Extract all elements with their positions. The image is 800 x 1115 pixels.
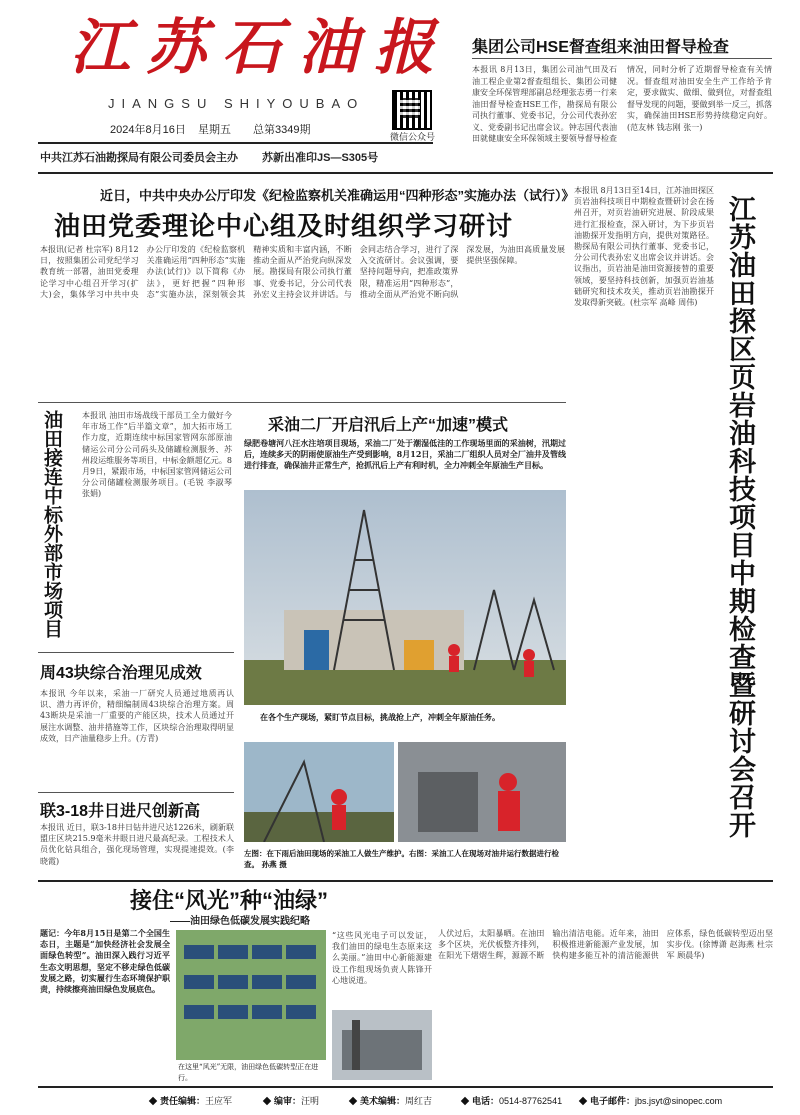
industrial-photo (332, 1010, 432, 1080)
market-headline[interactable]: 油田接连中标外部市场项目 (41, 410, 62, 638)
oil-field-photo (244, 490, 566, 705)
footer-email-label: 电子邮件： (590, 1096, 636, 1106)
masthead-title: 江苏石油报 (70, 13, 450, 83)
bottom-section-rule (38, 880, 773, 882)
footer-art (350, 1094, 432, 1107)
lead-headline[interactable]: 油田党委理论中心组及时组织学习研讨 (54, 211, 514, 241)
top-section-rule (38, 172, 773, 174)
green-subheadline: ——油田绿色低碳发展实践纪略 (170, 916, 310, 927)
lead-rule (38, 402, 566, 403)
solar-photo (176, 930, 326, 1060)
innovation-headline[interactable]: 联3-18井日进尺创新高 (40, 803, 201, 820)
solar-photo-caption: 在这里“风光”无限，油田绿色低碳转型正在进行。 (178, 1063, 319, 1082)
footer-editor-name: 王应军 (205, 1096, 233, 1106)
footer-copy-label: 编审： (274, 1096, 302, 1106)
well-rule (38, 652, 234, 653)
oil-plant-headline[interactable]: 采油二厂开启汛后上产“加速”模式 (268, 417, 509, 434)
shale-headline[interactable]: 江苏油田探区页岩油科技项目中期检查暨研讨会召开 (725, 195, 755, 839)
oil-field-photo-caption: 在各个生产现场，紧盯节点目标，挑战抢上产，冲刺全年原油任务。 (260, 712, 500, 722)
footer-editor-label: 责任编辑： (160, 1096, 206, 1106)
oil-plant-lede: 绿肥卷塘河八汪水注培项目现场，采油二厂处于潮湿低洼的工作现场里面的采油树，汛期过后，连续多天的阴雨使原油生产受到影响，8月12日，采油二厂组织人员对全厂油井及管线进行排查，确保油井正常生产，抢抓汛后上产有利时机，全力冲刺全年原油生产目标。 (244, 438, 566, 471)
shale-body: 本报讯 8月13日至14日，江苏油田探区页岩油科技项目中期检查暨研讨会在扬州召开，对页岩油研究进展、阶段成果进行汇报检查，深入研讨，为下步页岩油勘探开发指明方向，提供对策路径。勘探局有限公司执行董事、党委书记，分公司代表孙宏义出席会议并讲话。会议指出，页岩油是油田资源接替的重要领域，要坚持科技创新，加强页岩油基础研究和技术攻关，推动页岩油勘探开发取得新突破。(杜宗军 高峰 周伟) (574, 186, 714, 308)
footer-art-label: 美术编辑： (360, 1096, 406, 1106)
footer-copy (264, 1094, 319, 1107)
well-headline[interactable]: 周43块综合治理见成效 (40, 665, 202, 682)
footer-email-address[interactable]: jbs.jsyt@sinopec.com (635, 1096, 723, 1106)
issue-number: 总第3349期 (253, 124, 311, 136)
masthead-rule (38, 142, 433, 144)
green-headline[interactable]: 接住“风光”种“油绿” (130, 888, 329, 913)
publication-cn: 苏新出准印JS—S305号 (262, 152, 379, 164)
green-quote: “这些风光电子可以发证，我们油田的绿电生态原来这么美丽。”油田中心新能源建设工作组现场负责人陈锋开心地说道。 (332, 931, 432, 985)
footer-phone-number: 0514-87762541 (499, 1096, 563, 1106)
footer-phone-label: 电话： (472, 1096, 500, 1106)
footer-phone (462, 1094, 562, 1107)
hse-rule (472, 58, 772, 59)
issue-weekday: 星期五 (198, 124, 231, 136)
footer-rule (38, 1086, 773, 1088)
footer-copy-name: 汪明 (301, 1096, 320, 1106)
lead-body: 本报讯(记者 杜宗军) 8月12日，按照集团公司党纪学习教育统一部署，油田党委理论学习中心组召开学习(扩大)会，集体学习中共中央办公厅印发的《纪检监察机关准确运用“四种形态”实施办法(试行)》以下简称《办法》，更好把握“四种形态”实施办法，深刻领会其精神实质和丰富内涵，不断推动全面从严治党向纵深发展。勘探局有限公司执行董事、党委书记，分公司代表孙宏义主持会议并讲话。与会同志结合学习，进行了深入交流研讨。会议强调，要坚持问题导向，把准政策界限，精准运用“四种形态”，推动全面从严治党不断向纵深发展，为油田高质量发展提供坚强保障。 (40, 245, 565, 299)
green-lede: 题记：今年8月15日是第二个全国生态日，主题是“加快经济社会发展全面绿色转型”。油田深入践行习近平生态文明思想，坚定不移走绿色低碳发展之路，切实履行生态环境保护职责，持续擦亮油田绿色发展底色。 (40, 928, 170, 995)
market-body: 本报讯 油田市场战线干部员工全力做好今年市场工作“后半篇文章”，加大拓市场工作力度，近期连续中标国家管网东部原油储运公司分公司码头及储罐检测服务、苏州段运维服务等项目，中标金额超亿元。8月9日，紧跟市场，中标国家管网储运公司分公司储罐检测服务项目。(毛锐 李淑琴 张娟) (82, 411, 232, 499)
hse-body: 本报讯 8月13日，集团公司油气田及石油工程企业第2督查组组长、集团公司健康安全环保管理部副总经理张志勇一行来油田督导检查HSE工作，勘探局有限公司执行董事、党委书记，分公司代表孙宏义、党委副书记出席会议。钟志国代表油田就健康安全环保领域主要领导督导检查情况，同时分析了近期督导检查有关情况。督查组对油田安全生产工作给予肯定，要求做实、做细、做到位，对督查组督导发现的问题，要做到举一反三，抓落实，确保油田HSE形势持续稳定向好。(范友林 钱志刚 张一) (472, 65, 772, 143)
issue-date: 2024年8月16日 (110, 124, 186, 136)
qr-code-icon[interactable] (392, 90, 432, 130)
hse-headline[interactable]: 集团公司HSE督查组来油田督导检查 (472, 39, 729, 56)
innovation-body: 本报讯 近日，联3-18井日钻井进尺达1226米，刷新联盟庄区块215.9毫米井眼日进尺最高纪录。工程技术人员优化钻具组合，强化现场管理，实现提速提效。(李晓霞) (40, 823, 234, 866)
publisher-line: 中共江苏石油勘探局有限公司委员会主办 (40, 152, 238, 164)
footer-art-name: 周红吉 (405, 1096, 433, 1106)
worker-photos-caption: 左图：在下雨后油田现场的采油工人做生产维护。右图：采油工人在现场对油井运行数据进行检查。 孙燕 摄 (244, 849, 559, 869)
footer-email[interactable] (580, 1094, 722, 1107)
worker-photo-left (244, 742, 394, 842)
green-body: 人伏过后，太阳暴晒。在油田多个区块，光伏板整齐排列，在阳光下熠熠生辉，源源不断输出清洁电能。近年来，油田积极推进新能源产业发展，加快构建多能互补的清洁能源供应体系，绿色低碳转型迈出坚实步伐。(徐博潇 赵海燕 杜宗军 顾晨华) (438, 929, 773, 961)
innovation-rule (38, 792, 234, 793)
footer-editor (150, 1094, 232, 1107)
well-body: 本报讯 今年以来，采油一厂研究人员通过地质再认识、潜力再评价，精细编制周43块综合治理方案。周43断块是采油一厂重要的产能区块，技术人员通过开展注水调整、油井措施等工作，区块综合治理取得明显成效，日产油量稳步上升。(方青) (40, 689, 234, 743)
masthead-pinyin: JIANGSU SHIYOUBAO (108, 96, 365, 111)
qr-label: 微信公众号 (390, 132, 436, 142)
lead-kicker: 近日，中共中央办公厅印发《纪检监察机关准确运用“四种形态”实施办法（试行）》 (100, 188, 575, 203)
worker-photo-right (398, 742, 566, 842)
